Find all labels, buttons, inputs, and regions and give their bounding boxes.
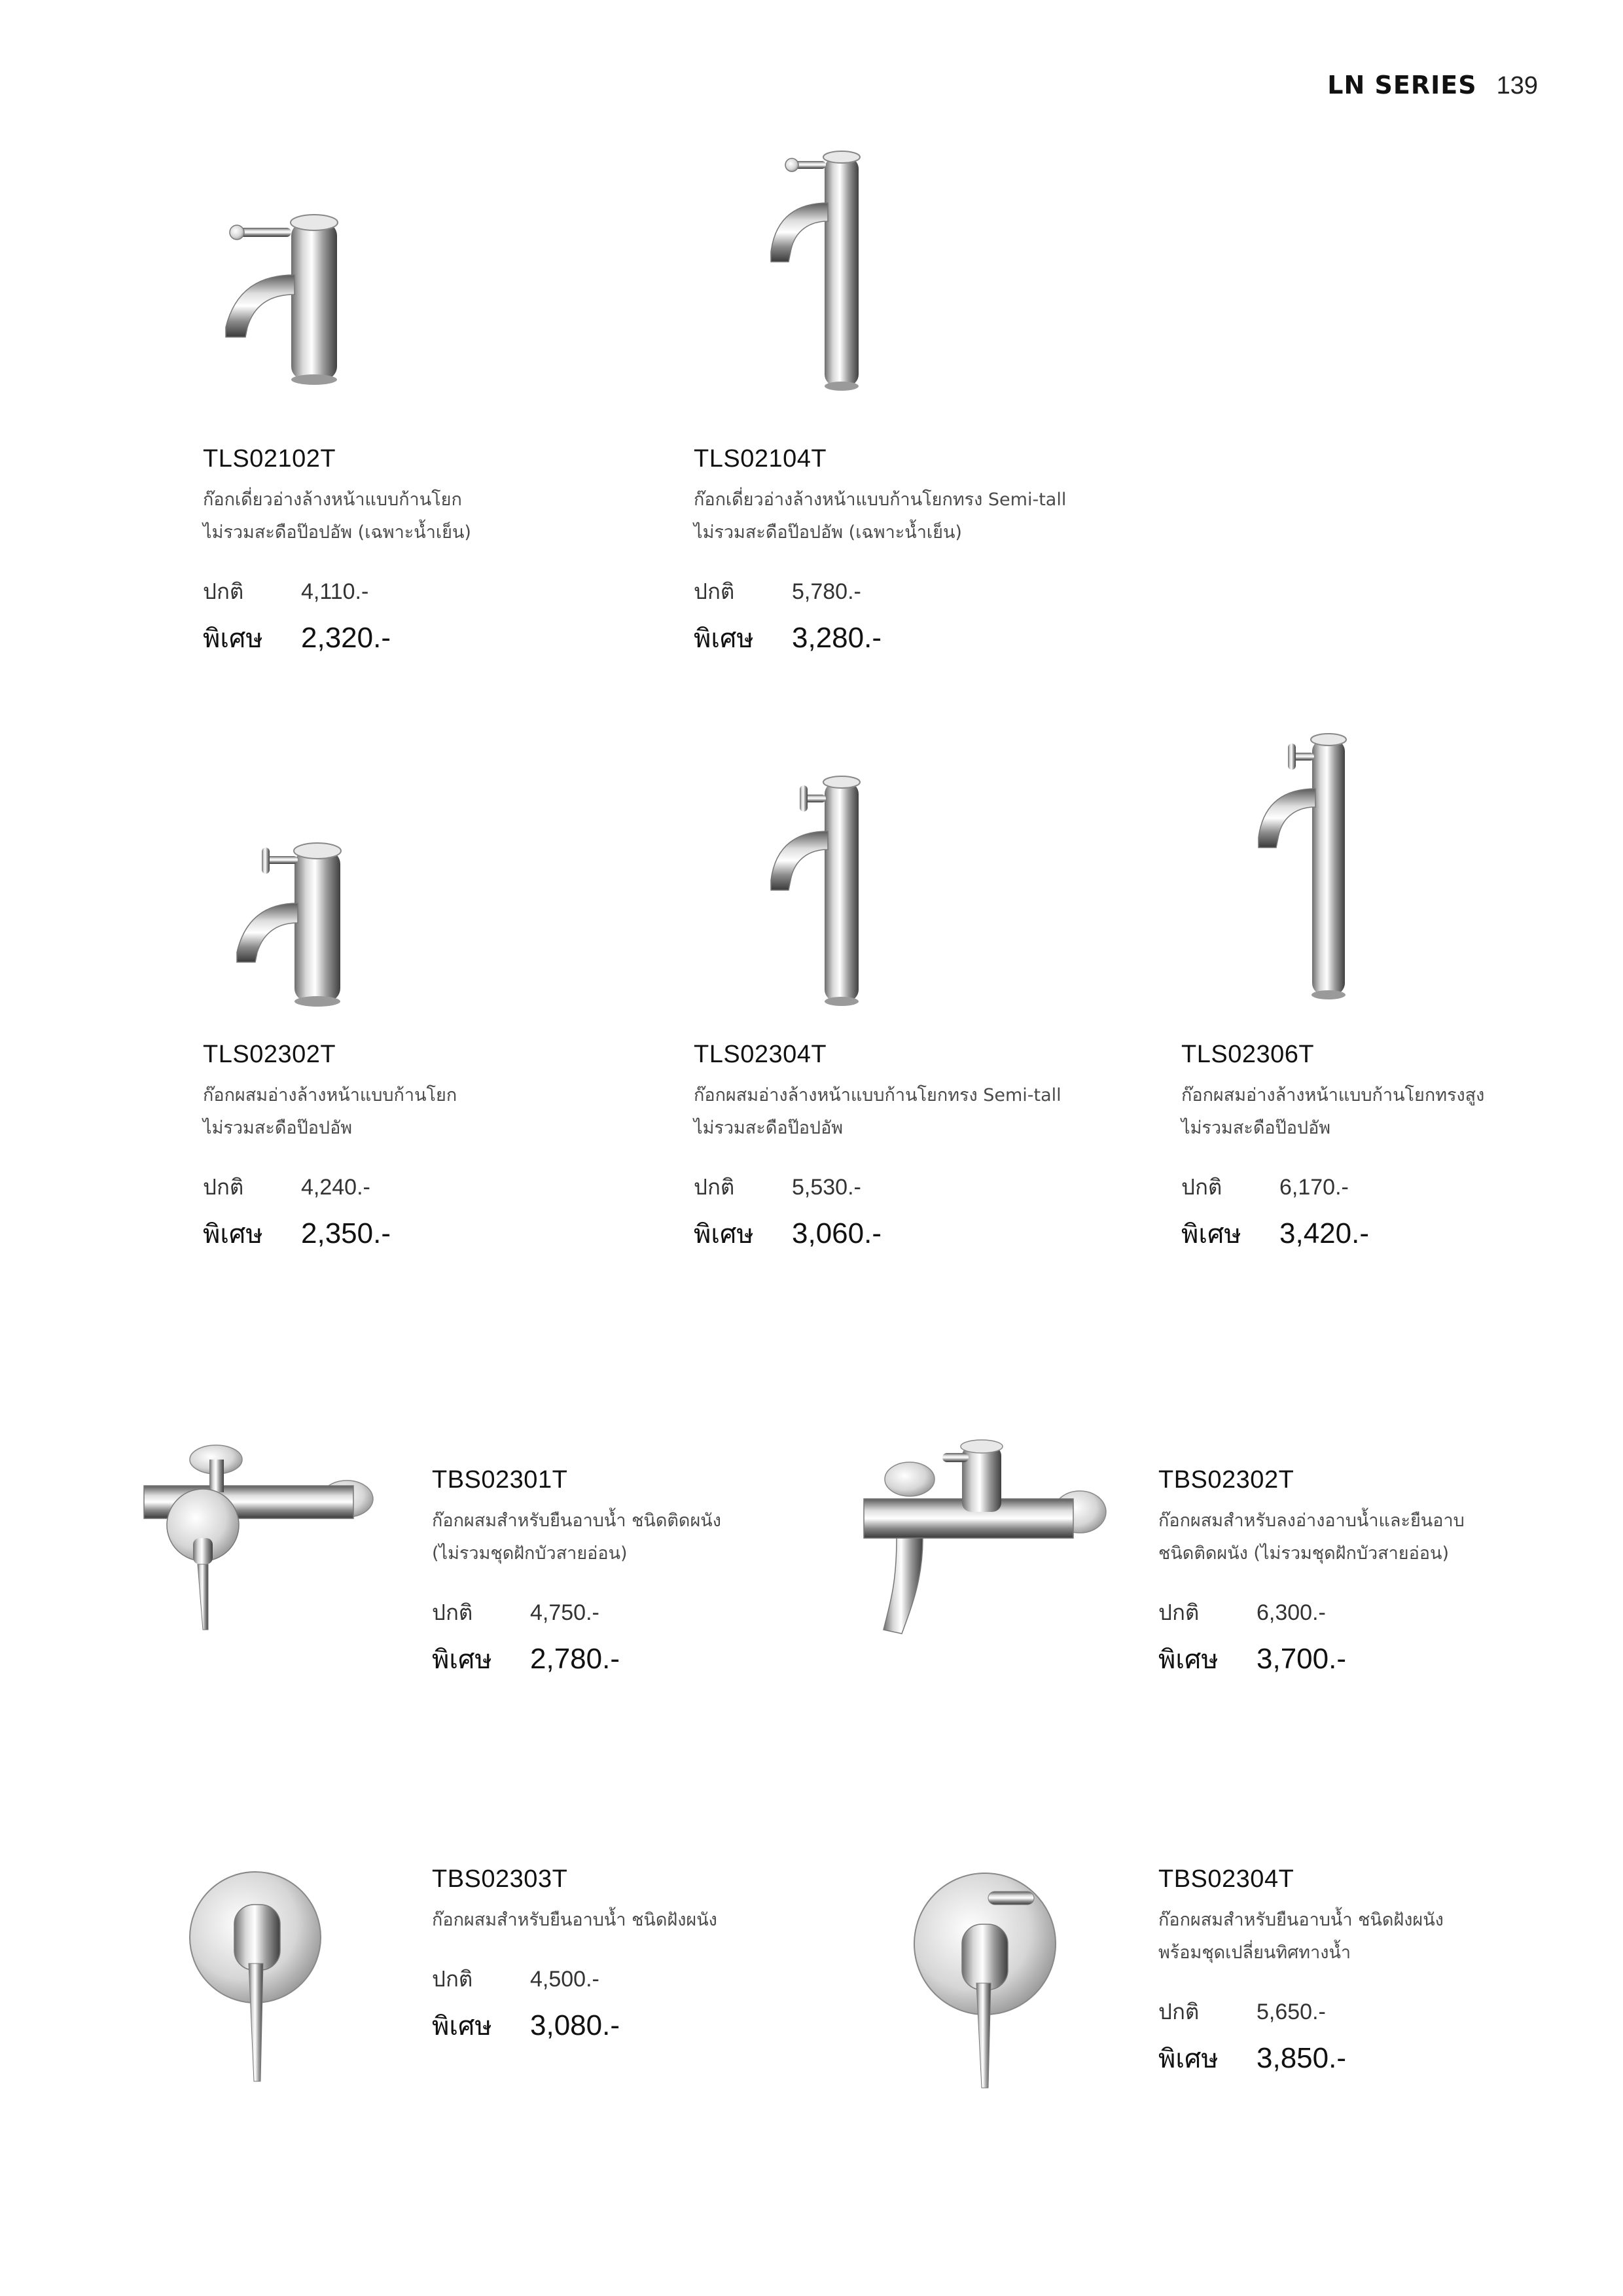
product-desc-line2: ไม่รวมสะดือป๊อปอัพ (เฉพาะน้ำเย็น) — [694, 522, 962, 543]
product-code: TBS02303T — [432, 1865, 568, 1893]
product-desc-line1: ก๊อกผสมสำหรับยืนอาบน้ำ ชนิดติดผนัง — [432, 1511, 721, 1531]
basin-mixer-tall-icon — [1237, 726, 1368, 1008]
special-price-label: พิเศษ — [694, 1219, 754, 1249]
product-card — [432, 1466, 903, 1680]
special-price-label: พิเศษ — [694, 624, 754, 654]
product-desc-line1: ก๊อกผสมอ่างล้างหน้าแบบก้านโยกทรง Semi-tall — [694, 1085, 1061, 1105]
product-card — [694, 445, 1165, 659]
product-card — [1158, 1466, 1564, 1680]
product-desc-line1: ก๊อกผสมอ่างล้างหน้าแบบก้านโยก — [203, 1085, 457, 1105]
product-desc-line2: ชนิดติดผนัง (ไม่รวมชุดฝักบัวสายอ่อน) — [1158, 1543, 1450, 1564]
product-code: TBS02304T — [1158, 1865, 1294, 1893]
basin-faucet-short-icon — [196, 196, 366, 393]
concealed-shower-mixer-icon — [183, 1865, 327, 2088]
normal-price: 4,240.- — [301, 1175, 370, 1200]
special-price-label: พิเศษ — [1158, 1645, 1219, 1675]
product-code: TLS02306T — [1181, 1041, 1315, 1068]
product-card — [203, 1041, 674, 1255]
series-title: LN SERIES — [1327, 71, 1477, 99]
product-code: TLS02302T — [203, 1041, 336, 1068]
special-price-label: พิเศษ — [203, 624, 263, 654]
special-price: 3,850.- — [1257, 2042, 1346, 2074]
product-card — [1158, 1865, 1564, 2079]
normal-price-label: ปกติ — [1181, 1174, 1222, 1200]
normal-price-label: ปกติ — [203, 1174, 244, 1200]
wall-shower-mixer-icon — [131, 1440, 393, 1636]
page-header — [1327, 71, 1538, 100]
special-price: 2,350.- — [301, 1217, 391, 1249]
normal-price-label: ปกติ — [694, 579, 735, 604]
normal-price-label: ปกติ — [1158, 1999, 1200, 2024]
product-desc-line2: (ไม่รวมชุดฝักบัวสายอ่อน) — [432, 1543, 628, 1564]
special-price-label: พิเศษ — [1181, 1219, 1241, 1249]
normal-price: 6,300.- — [1257, 1600, 1326, 1625]
concealed-shower-diverter-icon — [910, 1865, 1060, 2094]
product-card — [203, 445, 674, 659]
page-number: 139 — [1496, 72, 1538, 99]
product-card — [1181, 1041, 1548, 1255]
normal-price-label: ปกติ — [1158, 1600, 1200, 1625]
special-price-label: พิเศษ — [432, 1645, 492, 1675]
special-price-label: พิเศษ — [1158, 2044, 1219, 2074]
normal-price-label: ปกติ — [694, 1174, 735, 1200]
product-desc-line1: ก๊อกผสมอ่างล้างหน้าแบบก้านโยกทรงสูง — [1181, 1085, 1485, 1105]
product-card — [694, 1041, 1165, 1255]
product-desc-line1: ก๊อกผสมสำหรับลงอ่างอาบน้ำและยืนอาบ — [1158, 1511, 1465, 1531]
product-code: TBS02302T — [1158, 1466, 1294, 1494]
product-desc-line2: ไม่รวมสะดือป๊อปอัพ — [694, 1118, 844, 1138]
normal-price: 5,780.- — [792, 579, 861, 604]
product-desc-line2: ไม่รวมสะดือป๊อปอัพ — [1181, 1118, 1331, 1138]
basin-mixer-semi-tall-icon — [753, 766, 883, 1014]
normal-price: 4,110.- — [301, 579, 369, 604]
normal-price-label: ปกติ — [432, 1966, 473, 1992]
normal-price: 5,530.- — [792, 1175, 861, 1200]
product-code: TLS02304T — [694, 1041, 827, 1068]
normal-price-label: ปกติ — [203, 579, 244, 604]
basin-faucet-semi-tall-icon — [753, 137, 883, 399]
special-price: 3,700.- — [1257, 1643, 1346, 1675]
normal-price-label: ปกติ — [432, 1600, 473, 1625]
special-price-label: พิเศษ — [203, 1219, 263, 1249]
product-code: TBS02301T — [432, 1466, 568, 1494]
special-price: 3,060.- — [792, 1217, 882, 1249]
normal-price: 4,750.- — [530, 1600, 599, 1625]
product-desc-line1: ก๊อกผสมสำหรับยืนอาบน้ำ ชนิดฝังผนัง — [1158, 1910, 1444, 1930]
product-code: TLS02102T — [203, 445, 336, 473]
product-card — [432, 1865, 903, 2047]
basin-mixer-short-icon — [209, 831, 366, 1014]
special-price: 2,320.- — [301, 622, 391, 654]
special-price: 3,420.- — [1279, 1217, 1369, 1249]
special-price: 2,780.- — [530, 1643, 620, 1675]
product-desc-line1: ก๊อกเดี่ยวอ่างล้างหน้าแบบก้านโยกทรง Semi-tall — [694, 490, 1067, 510]
product-desc-line2: ไม่รวมสะดือป๊อปอัพ (เฉพาะน้ำเย็น) — [203, 522, 471, 543]
special-price-label: พิเศษ — [432, 2011, 492, 2041]
product-desc-line2: ไม่รวมสะดือป๊อปอัพ — [203, 1118, 353, 1138]
special-price: 3,280.- — [792, 622, 882, 654]
normal-price: 5,650.- — [1257, 2000, 1326, 2024]
normal-price: 6,170.- — [1279, 1175, 1349, 1200]
normal-price: 4,500.- — [530, 1967, 599, 1992]
product-desc-line1: ก๊อกผสมสำหรับยืนอาบน้ำ ชนิดฝังผนัง — [432, 1910, 717, 1930]
product-code: TLS02104T — [694, 445, 827, 473]
product-desc-line1: ก๊อกเดี่ยวอ่างล้างหน้าแบบก้านโยก — [203, 490, 462, 510]
product-desc-line2: พร้อมชุดเปลี่ยนทิศทางน้ำ — [1158, 1943, 1351, 1963]
special-price: 3,080.- — [530, 2009, 620, 2041]
